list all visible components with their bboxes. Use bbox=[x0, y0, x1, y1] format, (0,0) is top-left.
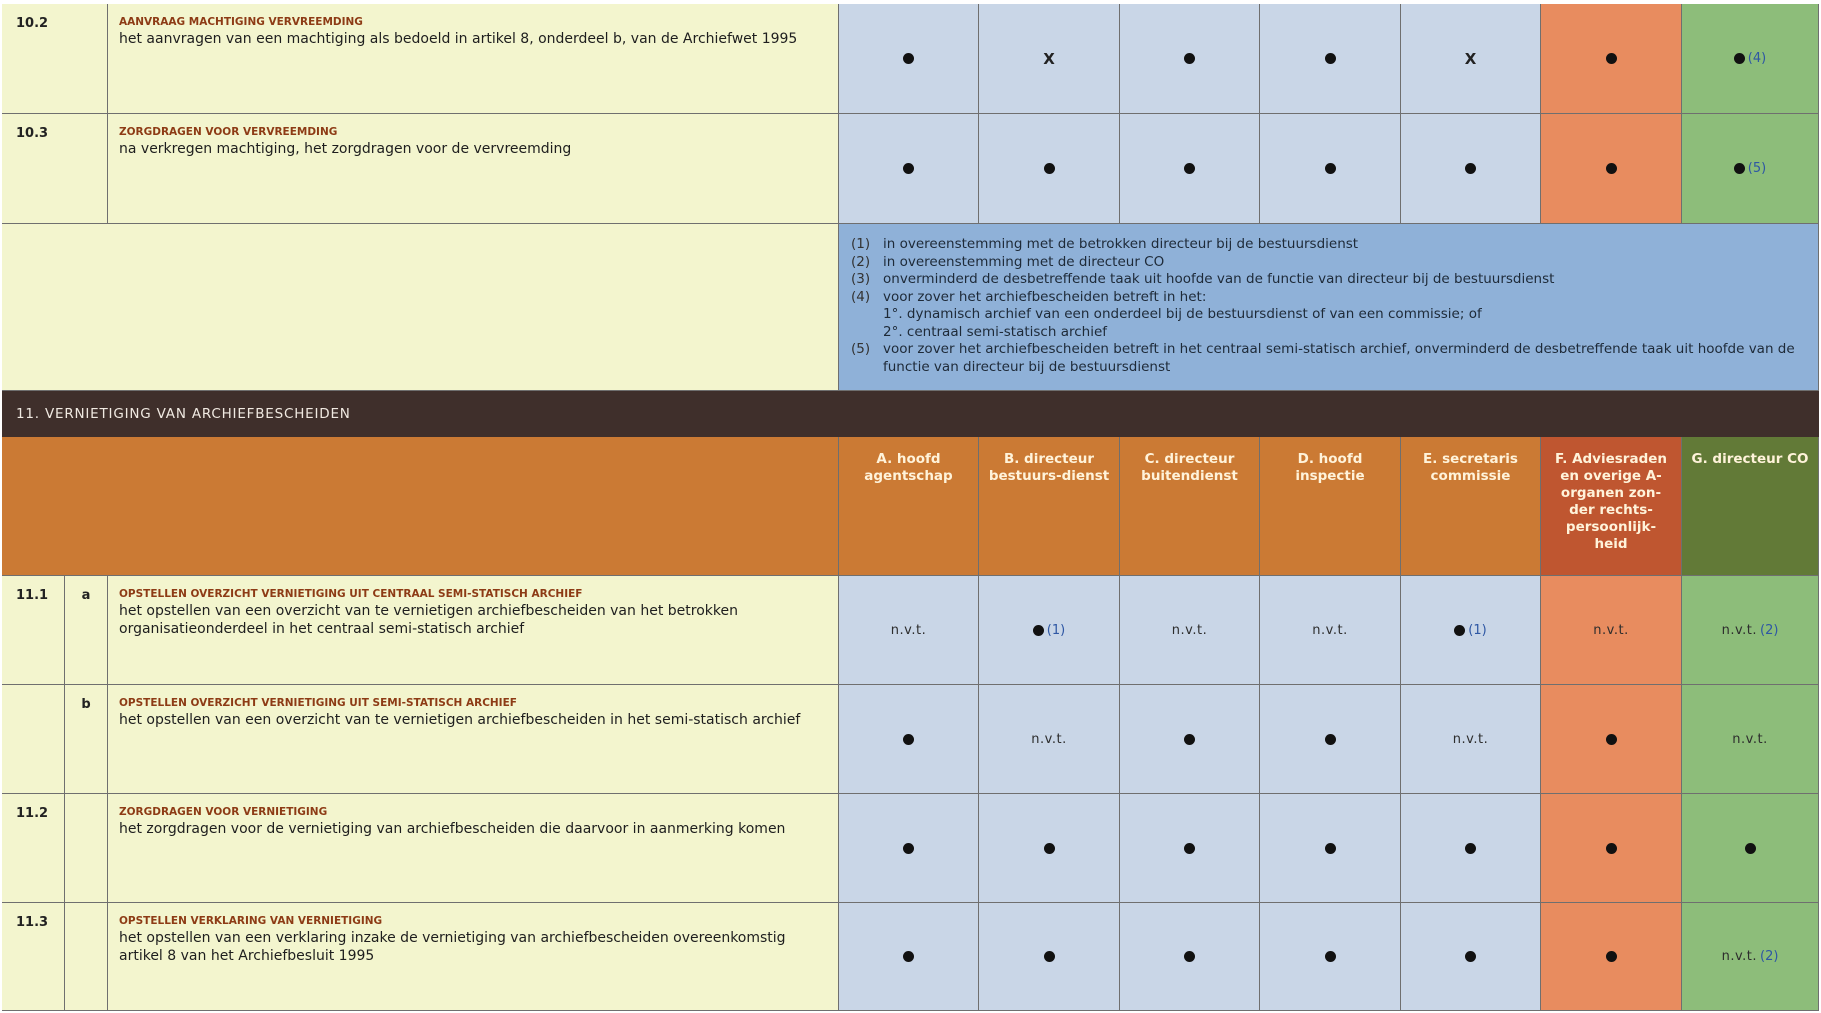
column-header-a: A. hoofd agentschap bbox=[839, 437, 979, 576]
mark-g bbox=[1682, 114, 1819, 224]
row-body: het aanvragen van een machtiging als bedoeld in artikel 8, onderdeel b, van de Archiefwet 1995 bbox=[119, 31, 798, 47]
footnote-ref: (4) bbox=[1747, 51, 1767, 66]
footnote-spacer bbox=[2, 224, 839, 391]
mark-e bbox=[1401, 4, 1541, 114]
mark-a bbox=[839, 4, 979, 114]
bullet-icon bbox=[1325, 734, 1336, 745]
bullet-icon bbox=[1044, 843, 1055, 854]
bullet-icon bbox=[1184, 951, 1195, 962]
mark-e bbox=[1401, 794, 1541, 903]
bullet-icon bbox=[1606, 53, 1617, 64]
mark-d bbox=[1260, 794, 1401, 903]
mark-c bbox=[1120, 903, 1260, 1011]
mark-e bbox=[1401, 903, 1541, 1011]
bullet-icon bbox=[1734, 53, 1745, 64]
bullet-icon bbox=[1606, 163, 1617, 174]
mark-b bbox=[979, 114, 1120, 224]
bullet-icon bbox=[1606, 843, 1617, 854]
footnote-5: (5) voor zover het archiefbescheiden betreft in het centraal semi-statisch archief, onverminderd de desbetreffende taak uit hoofde van de functie van directeur bij de bestuursdienst bbox=[851, 341, 1795, 375]
mark-d: n.v.t. bbox=[1260, 576, 1401, 685]
mark-c bbox=[1120, 685, 1260, 794]
row-title: OPSTELLEN OVERZICHT VERNIETIGING UIT SEMI-STATISCH ARCHIEF bbox=[119, 697, 517, 709]
bullet-icon bbox=[1325, 163, 1336, 174]
row-description bbox=[108, 685, 839, 794]
row-sub: a bbox=[65, 576, 108, 685]
mark-f: n.v.t. bbox=[1541, 576, 1682, 685]
row-title: AANVRAAG MACHTIGING VERVREEMDING bbox=[119, 16, 363, 28]
mark-g: n.v.t. bbox=[1682, 685, 1819, 794]
row-title: ZORGDRAGEN VOOR VERNIETIGING bbox=[119, 806, 328, 818]
mark-c bbox=[1120, 4, 1260, 114]
bullet-icon bbox=[1033, 625, 1044, 636]
column-header-e: E. secretaris commissie bbox=[1401, 437, 1541, 576]
column-header-g: G. directeur CO bbox=[1682, 437, 1819, 576]
row-description bbox=[108, 4, 839, 114]
mark-f bbox=[1541, 903, 1682, 1011]
bullet-icon bbox=[903, 53, 914, 64]
footnote-4: (4) voor zover het archiefbescheiden betreft in het: bbox=[851, 288, 1207, 305]
column-header-c: C. directeur buitendienst bbox=[1120, 437, 1260, 576]
row-body: het opstellen van een verklaring inzake de vernietiging van archiefbescheiden overeenkomstig artikel 8 van het Archiefbesluit 1995 bbox=[119, 930, 786, 964]
mark-b bbox=[979, 903, 1120, 1011]
row-body: het zorgdragen voor de vernietiging van archiefbescheiden die daarvoor in aanmerking komen bbox=[119, 821, 786, 837]
bullet-icon bbox=[903, 163, 914, 174]
footnote-ref: (5) bbox=[1747, 161, 1767, 176]
footnote-1: (1) in overeenstemming met de betrokken directeur bij de bestuursdienst bbox=[851, 236, 1359, 252]
mark-b bbox=[979, 576, 1120, 685]
mark-e bbox=[1401, 576, 1541, 685]
bullet-icon bbox=[1606, 951, 1617, 962]
mark-b bbox=[979, 4, 1120, 114]
bullet-icon bbox=[1044, 951, 1055, 962]
mark-d bbox=[1260, 114, 1401, 224]
row-description bbox=[108, 576, 839, 685]
footnote-ref: (2) bbox=[1760, 622, 1779, 638]
row-code: 10.3 bbox=[2, 114, 108, 224]
mark-f bbox=[1541, 794, 1682, 903]
bullet-icon bbox=[1454, 625, 1465, 636]
bullet-icon bbox=[1745, 843, 1756, 854]
row-code: 11.3 bbox=[2, 903, 65, 1011]
row-sub: b bbox=[65, 685, 108, 794]
bullet-icon bbox=[1606, 734, 1617, 745]
mark-a bbox=[839, 114, 979, 224]
mark-e: n.v.t. bbox=[1401, 685, 1541, 794]
bullet-icon bbox=[1325, 843, 1336, 854]
column-header-b: B. directeur bestuurs-dienst bbox=[979, 437, 1120, 576]
row-sub bbox=[65, 903, 108, 1011]
bullet-icon bbox=[1465, 843, 1476, 854]
bullet-icon bbox=[903, 734, 914, 745]
footnote-ref: (1) bbox=[1046, 622, 1066, 638]
mark-g: n.v.t. (2) bbox=[1682, 576, 1819, 685]
footnote-4-item-2: 2°. centraal semi-statisch archief bbox=[883, 323, 1108, 340]
row-description bbox=[108, 794, 839, 903]
mark-a bbox=[839, 794, 979, 903]
row-body: na verkregen machtiging, het zorgdragen voor de vervreemding bbox=[119, 141, 572, 157]
mark-e bbox=[1401, 114, 1541, 224]
row-title: ZORGDRAGEN VOOR VERVREEMDING bbox=[119, 126, 338, 138]
row-code bbox=[2, 685, 65, 794]
row-code: 10.2 bbox=[2, 4, 108, 114]
row-description bbox=[108, 114, 839, 224]
row-title: OPSTELLEN VERKLARING VAN VERNIETIGING bbox=[119, 915, 383, 927]
row-code: 11.2 bbox=[2, 794, 65, 903]
mark-f bbox=[1541, 114, 1682, 224]
bullet-icon bbox=[1325, 951, 1336, 962]
column-header-d: D. hoofd inspectie bbox=[1260, 437, 1401, 576]
header-spacer bbox=[2, 437, 839, 576]
footnote-3: (3) onverminderd de desbetreffende taak uit hoofde van de functie van directeur bij de bestuursdienst bbox=[851, 271, 1555, 287]
mark-g bbox=[1682, 794, 1819, 903]
mark-a bbox=[839, 903, 979, 1011]
section-title: 11. VERNIETIGING VAN ARCHIEFBESCHEIDEN bbox=[2, 391, 1819, 437]
footnote-2: (2) in overeenstemming met de directeur CO bbox=[851, 253, 1165, 270]
column-header-f: F. Adviesraden en overige A-organen zon-der rechts-persoonlijk-heid bbox=[1541, 437, 1682, 576]
mark-a: n.v.t. bbox=[839, 576, 979, 685]
bullet-icon bbox=[1184, 734, 1195, 745]
row-body: het opstellen van een overzicht van te vernietigen archiefbescheiden in het semi-statisch archief bbox=[119, 712, 801, 728]
mark-c bbox=[1120, 794, 1260, 903]
footnote-ref: (2) bbox=[1760, 949, 1779, 964]
mark-f bbox=[1541, 685, 1682, 794]
bullet-icon bbox=[1044, 163, 1055, 174]
mark-d bbox=[1260, 685, 1401, 794]
footnote-4-item-1: 1°. dynamisch archief van een onderdeel bij de bestuursdienst of van een commissie; of bbox=[883, 306, 1482, 322]
row-title: OPSTELLEN OVERZICHT VERNIETIGING UIT CENTRAAL SEMI-STATISCH ARCHIEF bbox=[119, 588, 583, 600]
bullet-icon bbox=[1184, 53, 1195, 64]
mark-b bbox=[979, 794, 1120, 903]
bullet-icon bbox=[1465, 951, 1476, 962]
x-mark: X bbox=[1464, 49, 1477, 68]
mark-c: n.v.t. bbox=[1120, 576, 1260, 685]
mark-d bbox=[1260, 903, 1401, 1011]
bullet-icon bbox=[1184, 163, 1195, 174]
row-body: het opstellen van een overzicht van te vernietigen archiefbescheiden van het betrokken organisatieonderdeel in het centraal semi-statisch archief bbox=[119, 603, 738, 637]
footnote-ref: (1) bbox=[1468, 622, 1487, 638]
responsibility-matrix bbox=[2, 4, 1819, 1011]
bullet-icon bbox=[903, 843, 914, 854]
row-code: 11.1 bbox=[2, 576, 65, 685]
bullet-icon bbox=[1325, 53, 1336, 64]
mark-g: n.v.t. (2) bbox=[1682, 903, 1819, 1011]
mark-d bbox=[1260, 4, 1401, 114]
mark-g bbox=[1682, 4, 1819, 114]
row-sub bbox=[65, 794, 108, 903]
mark-b: n.v.t. bbox=[979, 685, 1120, 794]
x-mark: X bbox=[1043, 49, 1055, 68]
footnotes bbox=[839, 224, 1819, 391]
bullet-icon bbox=[1734, 163, 1745, 174]
bullet-icon bbox=[1465, 163, 1476, 174]
bullet-icon bbox=[903, 951, 914, 962]
mark-a bbox=[839, 685, 979, 794]
bullet-icon bbox=[1184, 843, 1195, 854]
row-description bbox=[108, 903, 839, 1011]
mark-c bbox=[1120, 114, 1260, 224]
mark-f bbox=[1541, 4, 1682, 114]
